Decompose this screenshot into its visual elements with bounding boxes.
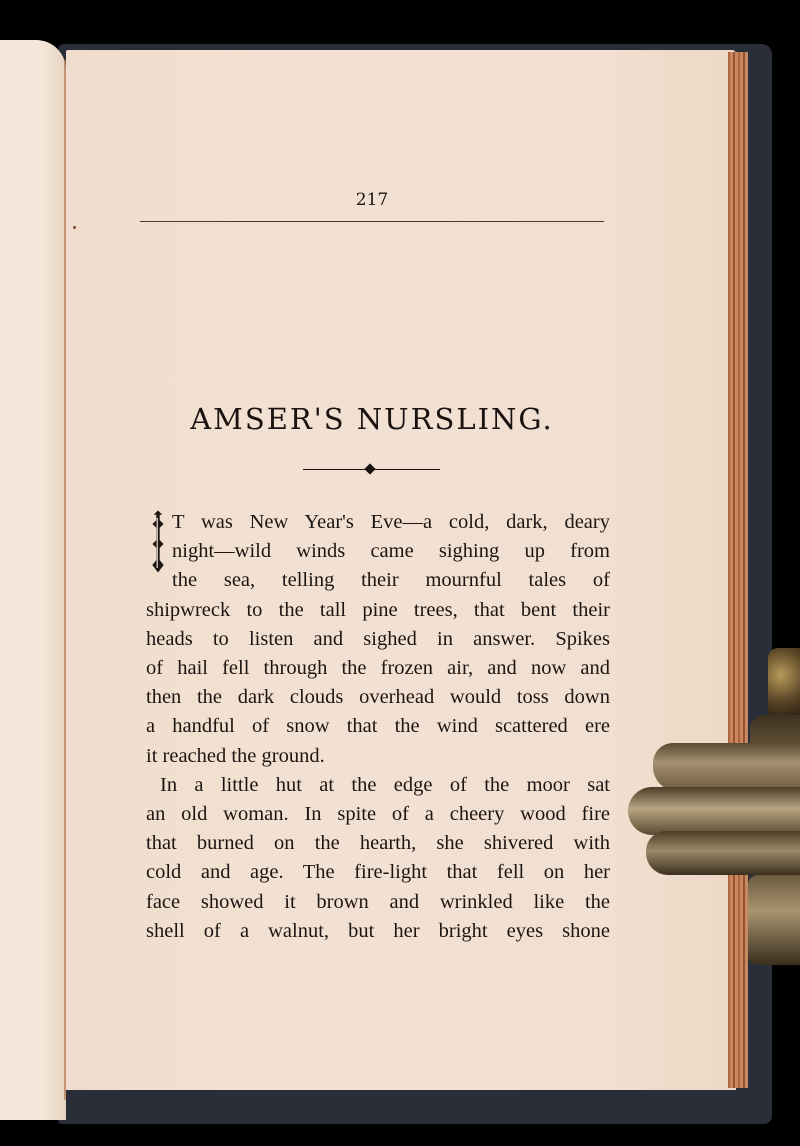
diamond-ornament-icon <box>303 469 440 470</box>
left-page <box>0 40 66 1120</box>
chapter-title: AMSER'S NURSLING. <box>190 402 554 436</box>
text-line: shipwreck to the tall pine trees, that bent their <box>146 598 610 621</box>
paragraph-2 <box>146 771 610 946</box>
text-line: the sea, telling their mournful tales of <box>172 569 610 592</box>
text-line: face showed it brown and wrinkled like the <box>146 890 610 913</box>
page-mark <box>73 226 76 229</box>
paragraph-1 <box>146 508 610 771</box>
story-text <box>146 508 610 946</box>
text-line: a handful of snow that the wind scattered ere <box>146 715 610 738</box>
header-rule <box>140 221 604 222</box>
text-line: shell of a walnut, but her bright eyes shone <box>146 919 610 942</box>
text-line: cold and age. The fire-light that fell on her <box>146 861 610 884</box>
text-line: In a little hut at the edge of the moor sat <box>160 773 610 796</box>
text-line: then the dark clouds overhead would toss down <box>146 686 610 709</box>
text-line: heads to listen and sighed in answer. Spikes <box>146 627 610 650</box>
text-line: night—wild winds came sighing up from <box>172 540 610 563</box>
text-line: that burned on the hearth, she shivered with <box>146 832 610 855</box>
page-number: 217 <box>355 190 389 210</box>
text-line: of hail fell through the frozen air, and now and <box>146 657 610 680</box>
brass-page-clip <box>628 735 800 975</box>
text-line: it reached the ground. <box>146 744 325 767</box>
text-line: T was New Year's Eve—a cold, dark, deary <box>172 511 610 533</box>
text-line: an old woman. In spite of a cheery wood fire <box>146 803 610 826</box>
